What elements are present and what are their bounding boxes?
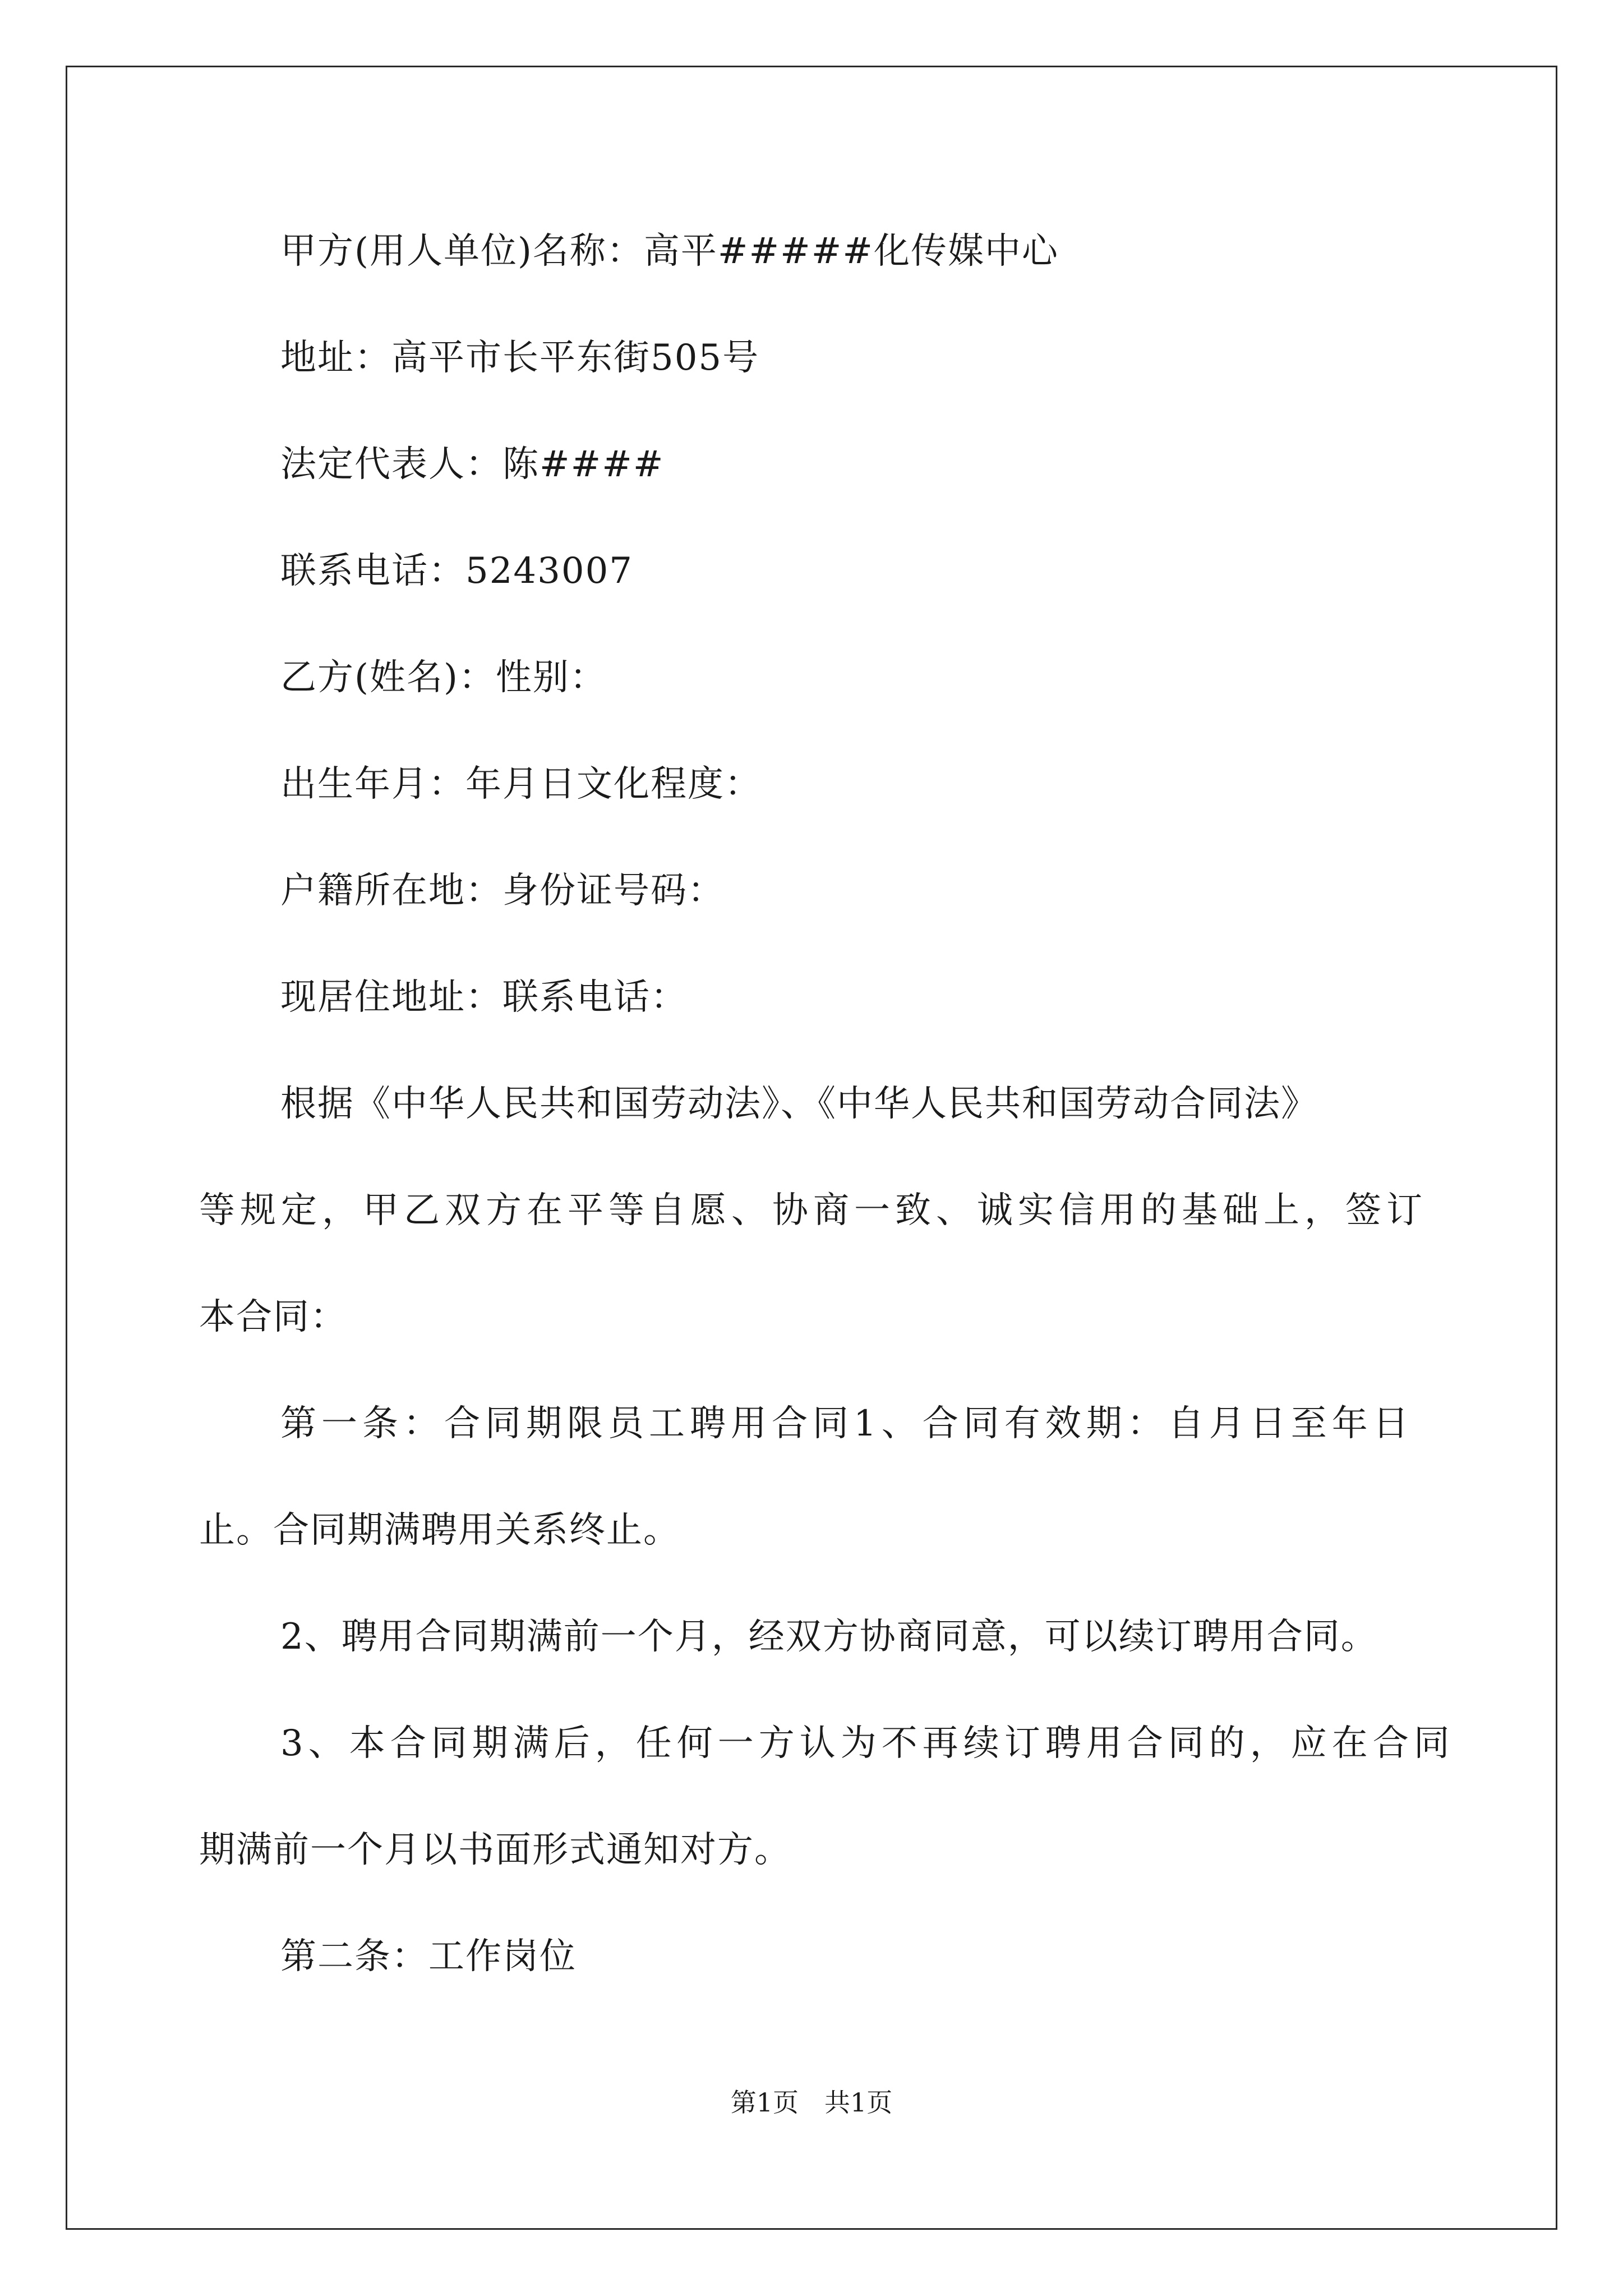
preamble-line-3: 本合同： (199, 1296, 347, 1338)
page-footer: 第1页 共1页 (730, 2087, 893, 2118)
party-a-legal-representative: 法定代表人：陈#### (280, 444, 665, 485)
party-b-address-phone: 现居住地址：联系电话： (280, 977, 688, 1018)
party-a-phone: 联系电话：5243007 (280, 550, 634, 592)
article-1-line-2: 止。合同期满聘用关系终止。 (199, 1510, 680, 1551)
preamble-line-1: 根据《中华人民共和国劳动法》、《中华人民共和国劳动合同法》 (280, 1083, 1318, 1125)
article-1-clause-2: 2、聘用合同期满前一个月，经双方协商同意，可以续订聘用合同。 (280, 1616, 1378, 1658)
party-b-name-gender: 乙方(姓名)：性别： (280, 657, 607, 698)
preamble-line-2: 等规定，甲乙双方在平等自愿、协商一致、诚实信用的基础上，签订 (199, 1190, 1427, 1231)
page-border (66, 66, 1557, 2230)
article-2-heading: 第二条：工作岗位 (280, 1936, 577, 1977)
article-1-clause-3-line-2: 期满前一个月以书面形式通知对方。 (199, 1829, 791, 1871)
party-b-household-id: 户籍所在地：身份证号码： (280, 870, 725, 912)
party-b-birth-education: 出生年月：年月日文化程度： (280, 763, 762, 805)
article-1-clause-3-line-1: 3、本合同期满后，任何一方认为不再续订聘用合同的，应在合同 (280, 1723, 1455, 1764)
party-a-name: 甲方(用人单位)名称：高平#####化传媒中心 (280, 231, 1059, 272)
party-a-address: 地址：高平市长平东街505号 (280, 337, 760, 379)
article-1-line-1: 第一条：合同期限员工聘用合同1、合同有效期：自月日至年日 (280, 1403, 1414, 1444)
